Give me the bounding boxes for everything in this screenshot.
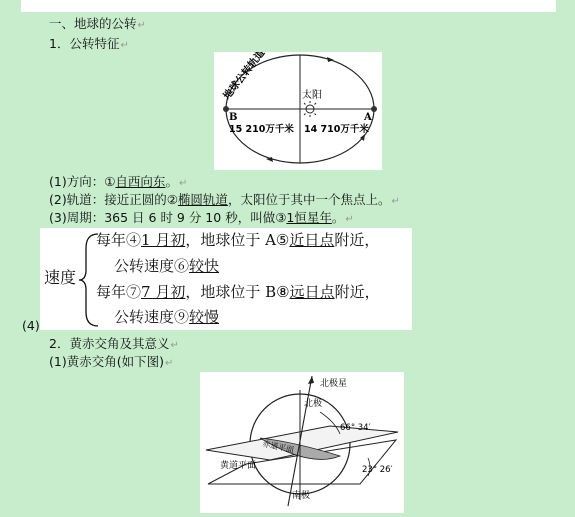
orbit-diagram xyxy=(214,52,382,170)
period-line: (3)周期：365 日 6 时 9 分 10 秒，叫做③1恒星年。↵ xyxy=(49,210,354,225)
top-white-strip xyxy=(21,0,556,12)
speed-row4: 公转速度⑨较慢 xyxy=(114,308,220,326)
south-pole-label: 南极 xyxy=(292,491,311,501)
axis-arrow xyxy=(308,376,314,384)
orbit-figure xyxy=(214,52,382,170)
orbit-arrow-top xyxy=(327,57,334,62)
obliquity-figure xyxy=(200,372,404,513)
speed-label: 速度 xyxy=(44,268,77,287)
letter-a: A xyxy=(364,112,372,123)
subsection-title: 1．公转特征↵ xyxy=(49,36,129,51)
ecliptic-plane-label: 黄道平面 xyxy=(220,461,257,471)
distance-b: 15 210万千米 xyxy=(229,124,294,135)
north-star-label: 北极星 xyxy=(320,379,348,389)
distance-a: 14 710万千米 xyxy=(304,124,369,135)
equator-plane-label: 赤道平面 xyxy=(261,439,295,455)
direction-line: (1)方向：①自西向东。↵ xyxy=(49,174,188,189)
angle1-label: 66° 34′ xyxy=(340,423,371,433)
speed-row1: 每年④1 月初，地球位于 A⑤近日点附近， xyxy=(96,231,380,249)
orbit-label: 地球公转轨道 xyxy=(221,52,268,102)
angle2-label: 23° 26′ xyxy=(362,465,393,475)
obliquity-diagram xyxy=(200,372,404,513)
speed-row3: 每年⑦7 月初，地球位于 B⑧远日点附近， xyxy=(96,283,380,301)
speed-box xyxy=(40,228,412,330)
orbit-line: (2)轨道：接近正圆的②椭圆轨道，太阳位于其中一个焦点上。↵ xyxy=(49,192,400,207)
earth-at-a xyxy=(371,106,377,112)
sun-label: 太阳 xyxy=(302,90,322,101)
obliquity-line: (1)黄赤交角(如下图)↵ xyxy=(49,354,174,369)
item-number: (4) xyxy=(22,318,40,333)
north-pole-label: 北极 xyxy=(304,399,323,409)
subsection-title-2: 2．黄赤交角及其意义↵ xyxy=(49,336,179,351)
speed-row2: 公转速度⑥较快 xyxy=(114,257,220,275)
section-heading: 一、地球的公转↵ xyxy=(49,16,146,31)
letter-b: B xyxy=(229,112,238,123)
